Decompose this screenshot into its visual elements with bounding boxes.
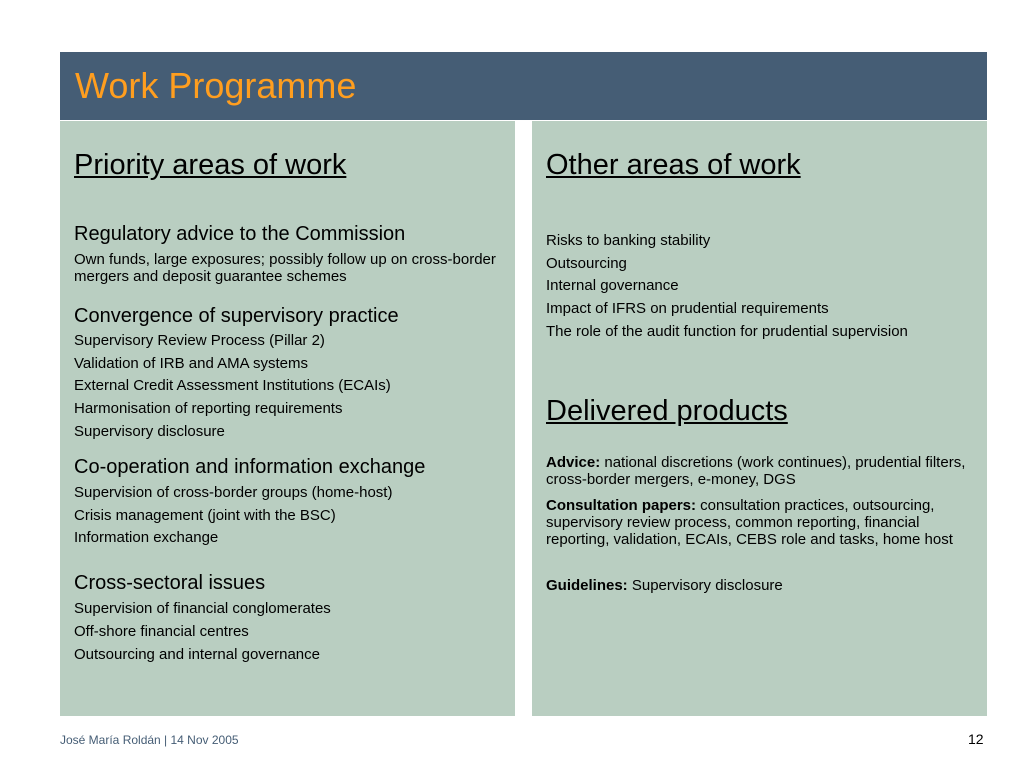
section-item: Outsourcing and internal governance: [74, 646, 320, 663]
product-entry: [546, 497, 981, 548]
page-number: 12: [968, 731, 984, 747]
title-bar: [60, 52, 987, 120]
other-areas-heading: Other areas of work: [546, 149, 801, 181]
section-item: Supervisory Review Process (Pillar 2): [74, 332, 325, 349]
product-label: Advice:: [546, 454, 601, 471]
priority-areas-heading: Priority areas of work: [74, 149, 347, 181]
product-entry: [546, 454, 981, 488]
product-label: Guidelines:: [546, 577, 628, 594]
section-item: Supervision of financial conglomerates: [74, 600, 331, 617]
slide-title: Work Programme: [75, 65, 357, 106]
other-area-item: Risks to banking stability: [546, 232, 711, 249]
section-title: Regulatory advice to the Commission: [74, 223, 406, 245]
section-item: External Credit Assessment Institutions (ECAIs): [74, 377, 391, 394]
footer-author-date: José María Roldán | 14 Nov 2005: [60, 733, 239, 747]
section-item: Supervision of cross-border groups (home-host): [74, 484, 393, 501]
product-text: Supervisory disclosure: [627, 577, 783, 594]
product-entry: [546, 577, 981, 594]
priority-areas-panel: [60, 121, 515, 716]
section-item: Off-shore financial centres: [74, 623, 249, 640]
section-title: Cross-sectoral issues: [74, 572, 266, 594]
section-title: Convergence of supervisory practice: [74, 305, 399, 327]
section-item: Information exchange: [74, 529, 219, 546]
other-area-item: The role of the audit function for prudential supervision: [546, 323, 908, 340]
section-title: Co-operation and information exchange: [74, 456, 426, 478]
section-item: Supervisory disclosure: [74, 423, 225, 440]
other-area-item: Impact of IFRS on prudential requirements: [546, 300, 829, 317]
other-areas-panel: [532, 121, 987, 716]
product-label: Consultation papers:: [546, 497, 697, 514]
delivered-products-heading: Delivered products: [546, 395, 788, 427]
section-item: Own funds, large exposures; possibly follow up on cross-border mergers and deposit guarantee schemes: [74, 251, 496, 285]
other-area-item: Internal governance: [546, 277, 679, 294]
section-item: Crisis management (joint with the BSC): [74, 507, 336, 524]
other-area-item: Outsourcing: [546, 255, 627, 272]
section-item: Harmonisation of reporting requirements: [74, 400, 343, 417]
product-text: consultation practices, outsourcing, supervisory review process, common reporting, financial reporting, validation, ECAIs, CEBS role and tasks, home host: [546, 497, 953, 548]
section-item: Validation of IRB and AMA systems: [74, 355, 309, 372]
product-text: national discretions (work continues), prudential filters, cross-border mergers, e-money, DGS: [546, 454, 966, 488]
